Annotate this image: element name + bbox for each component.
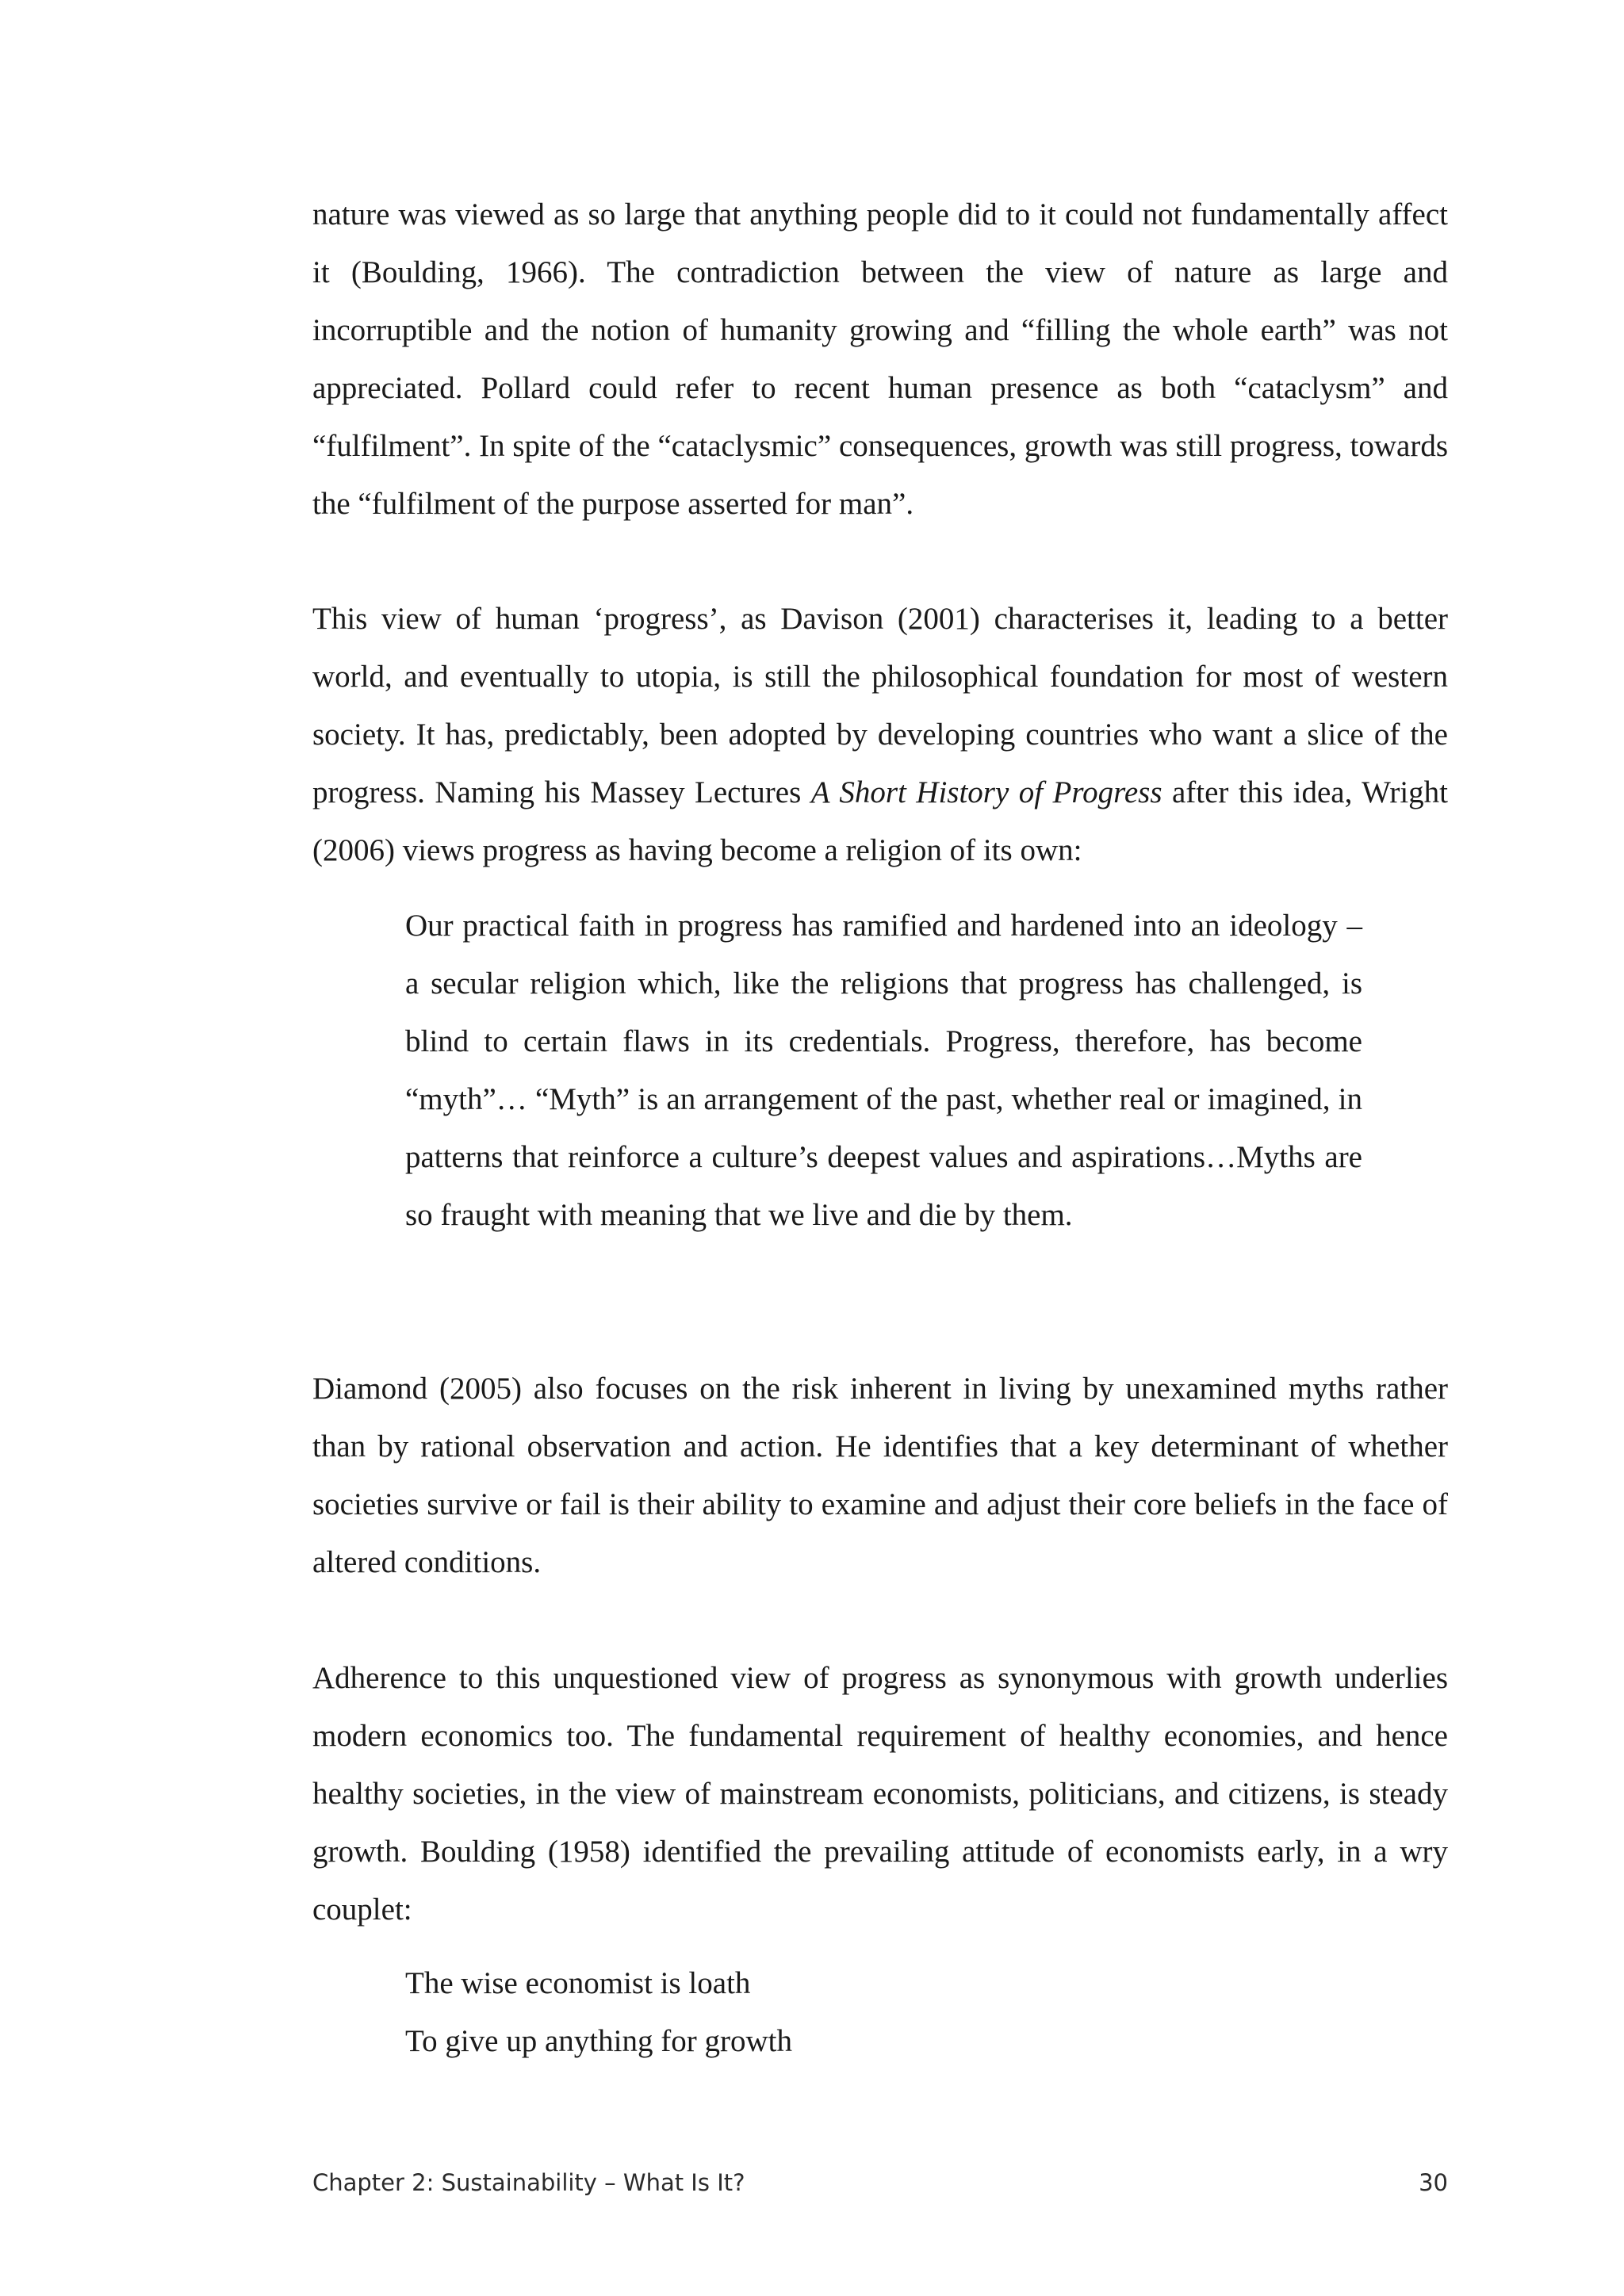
verse-couplet: [405, 1954, 1277, 2070]
paragraph-nature-view: nature was viewed as so large that anything people did to it could not fundamentally affect it (Boulding, 1966). The contradiction between the view of nature as large and incorruptible and the notion of humanity growing and “filling the whole earth” was not appreciated. Pollard could refer to recent human presence as both “cataclysm” and “fulfilment”. In spite of the “cataclysmic” consequences, growth was still progress, towards the “fulfilment of the purpose asserted for man”.: [312, 197, 1448, 521]
blockquote-wright: Our practical faith in progress has ramified and hardened into an ideology – a secular religion which, like the religions that progress has challenged, is blind to certain flaws in its credentials. Progress, therefore, has become “myth”… “Myth” is an arrangement of the past, whether real or imagined, in patterns that reinforce a culture’s deepest values and aspirations…Myths are so fraught with meaning that we live and die by them.: [405, 909, 1362, 1232]
book-title-short-history-of-progress: A Short History of Progress: [810, 775, 1162, 809]
paragraph-economics: Adherence to this unquestioned view of progress as synonymous with growth underlies modern economics too. The fundamental requirement of healthy economies, and hence healthy societies, in the view of mainstream economists, politicians, and citizens, is steady growth. Boulding (1958) identified the prevailing attitude of economists early, in a wry couplet:: [312, 1661, 1448, 1927]
page-footer: [312, 2169, 1448, 2209]
verse-line-1: The wise economist is loath: [405, 1966, 751, 2000]
paragraph-diamond: Diamond (2005) also focuses on the risk inherent in living by unexamined myths rather than by rational observation and action. He identifies that a key determinant of whether societies survive or fail is their ability to examine and adjust their core beliefs in the face of altered conditions.: [312, 1372, 1448, 1579]
page-number: 30: [1419, 2169, 1448, 2196]
paragraph-progress-text-before: This view of human ‘progress’, as Davison (2001) characterises it, leading to a better world, and eventually to utopia, is still the philosophical foundation for most of western society. It has, predictably, been adopted by developing countries who want a slice of the progress. Naming his Massey Lectures: [312, 602, 1448, 809]
verse-line-2: To give up anything for growth: [405, 2024, 792, 2058]
paragraph-progress-text-after: after this idea, Wright (2006) views progress as having become a religion of its own:: [312, 775, 1449, 867]
footer-chapter-title: Chapter 2: Sustainability – What Is It?: [312, 2169, 745, 2196]
paragraph-progress-view: [312, 590, 1448, 879]
